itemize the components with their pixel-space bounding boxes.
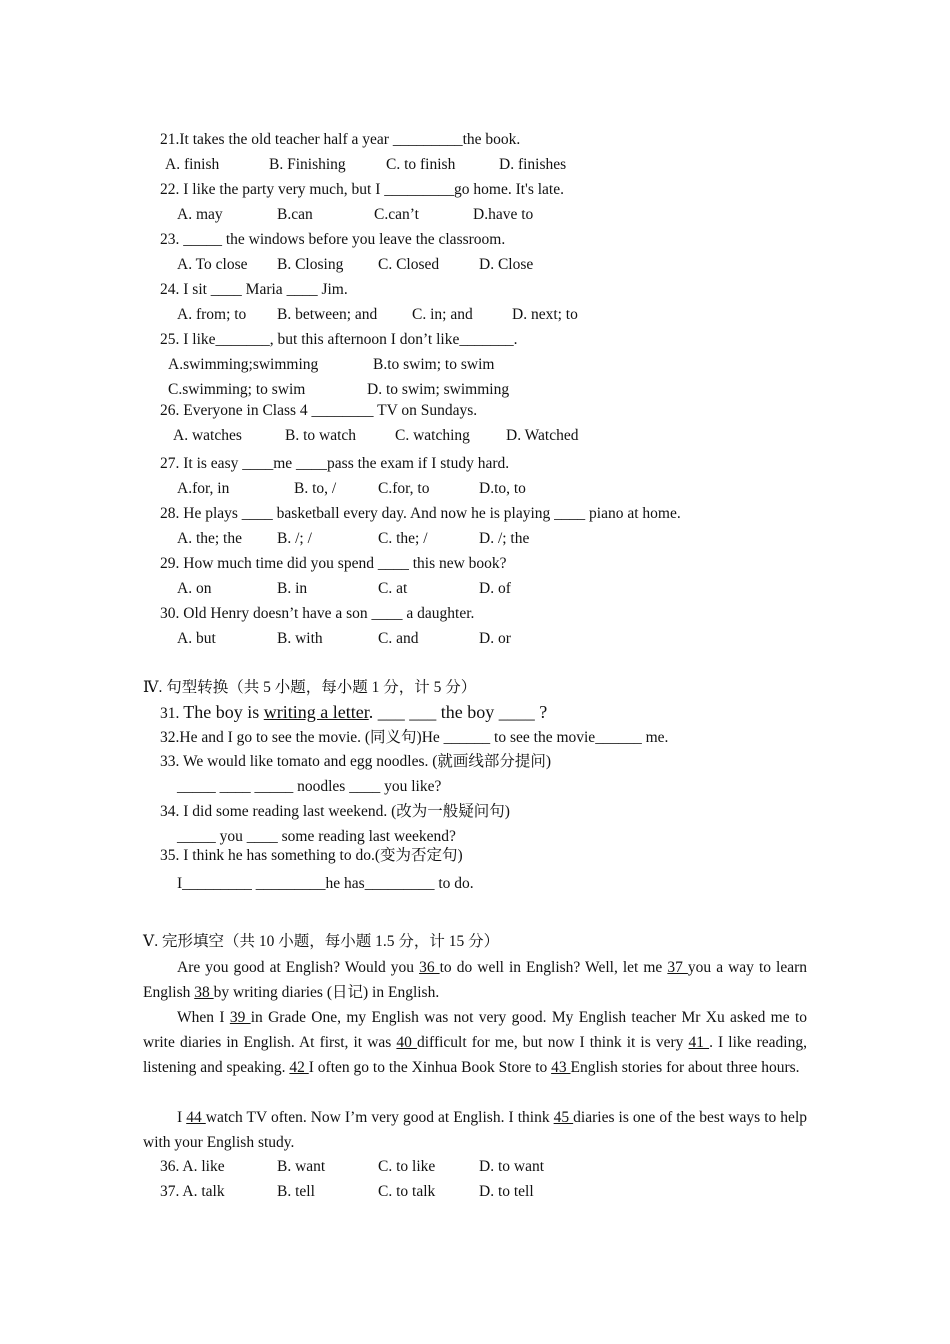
question-34-answer: _____ you ____ some reading last weekend? xyxy=(177,828,456,845)
blank-40: 40 xyxy=(396,1034,417,1051)
question-36: 36. A. like xyxy=(160,1158,225,1175)
option-29b: B. in xyxy=(277,580,308,597)
option-23c: C. Closed xyxy=(378,256,440,273)
option-24c: C. in; and xyxy=(412,306,473,323)
option-29d: D. of xyxy=(479,580,511,597)
option-37d: D. to tell xyxy=(479,1183,534,1200)
question-37: 37. A. talk xyxy=(160,1183,225,1200)
option-25d: D. to swim; swimming xyxy=(367,381,510,398)
question-31-post: . ___ ___ the boy ____ ? xyxy=(368,702,548,722)
option-23a: A. To close xyxy=(177,256,248,273)
option-21a: A. finish xyxy=(165,156,220,173)
option-22d: D.have to xyxy=(473,206,534,223)
option-36d: D. to want xyxy=(479,1158,545,1175)
blank-44: 44 xyxy=(186,1109,206,1126)
blank-39: 39 xyxy=(229,1009,251,1026)
blank-45: 45 xyxy=(553,1109,574,1126)
option-30d: D. or xyxy=(479,630,511,647)
option-21c: C. to finish xyxy=(386,156,456,173)
option-30c: C. and xyxy=(378,630,419,647)
option-26c: C. watching xyxy=(395,427,470,444)
question-26: 26. Everyone in Class 4 ________ TV on Sundays. xyxy=(160,402,478,419)
option-26d: D. Watched xyxy=(506,427,579,444)
question-35-answer: I_________ _________he has_________ to do. xyxy=(177,875,474,892)
section-5-title: Ⅴ. 完形填空（共 10 小题，每小题 1.5 分，计 15 分） xyxy=(143,933,500,950)
question-31-underlined: writing a letter xyxy=(263,702,369,722)
option-28a: A. the; the xyxy=(177,530,242,547)
question-31 xyxy=(160,702,547,724)
option-22b: B.can xyxy=(277,206,313,223)
option-28d: D. /; the xyxy=(479,530,530,547)
option-37b: B. tell xyxy=(277,1183,315,1200)
option-29c: C. at xyxy=(378,580,408,597)
option-27c: C.for, to xyxy=(378,480,430,497)
question-29: 29. How much time did you spend ____ this new book? xyxy=(160,555,507,572)
option-21d: D. finishes xyxy=(499,156,567,173)
option-25a: A.swimming;swimming xyxy=(168,356,319,373)
option-37c: C. to talk xyxy=(378,1183,436,1200)
cloze-paragraph-2: When I 39 in Grade One, my English was not very good. My English teacher Mr Xu asked me to write diaries in English. At first, it was 40 difficult for me, but now I think it is very 41 . I like reading, listening and speaking. 42 I often go to the Xinhua Book Store to 43 English stories for about three hours. xyxy=(143,1009,808,1076)
option-29a: A. on xyxy=(177,580,212,597)
option-25b: B.to swim; to swim xyxy=(373,356,495,373)
question-33: 33. We would like tomato and egg noodles. (就画线部分提问) xyxy=(160,753,552,770)
cloze-paragraph-3: I 44 watch TV often. Now I’m very good at English. I think 45 diaries is one of the best ways to help with your English study. xyxy=(143,1109,807,1151)
question-33-answer: _____ ____ _____ noodles ____ you like? xyxy=(177,778,442,795)
option-27d: D.to, to xyxy=(479,480,526,497)
question-35: 35. I think he has something to do.(变为否定句) xyxy=(160,847,463,864)
question-32: 32.He and I go to see the movie. (同义句)He ______ to see the movie______ me. xyxy=(160,729,669,746)
question-30: 30. Old Henry doesn’t have a son ____ a daughter. xyxy=(160,605,475,622)
question-21: 21.It takes the old teacher half a year _________the book. xyxy=(160,131,521,148)
option-22c: C.can’t xyxy=(374,206,419,223)
option-30a: A. but xyxy=(177,630,216,647)
option-36c: C. to like xyxy=(378,1158,436,1175)
option-28c: C. the; / xyxy=(378,530,428,547)
question-22: 22. I like the party very much, but I _________go home. It's late. xyxy=(160,181,564,198)
blank-43: 43 xyxy=(551,1059,571,1076)
blank-37: 37 xyxy=(667,959,688,976)
section-4-title: Ⅳ. 句型转换（共 5 小题，每小题 1 分，计 5 分） xyxy=(143,679,477,696)
option-24a: A. from; to xyxy=(177,306,247,323)
cloze-paragraph-1: Are you good at English? Would you 36 to do well in English? Well, let me 37 you a way to learn English 38 by writing diaries (日记) in English. xyxy=(143,959,808,1001)
question-27: 27. It is easy ____me ____pass the exam if I study hard. xyxy=(160,455,510,472)
option-27a: A.for, in xyxy=(177,480,230,497)
option-36b: B. want xyxy=(277,1158,326,1175)
option-24b: B. between; and xyxy=(277,306,378,323)
blank-41: 41 xyxy=(688,1034,710,1051)
question-31-pre: The boy is xyxy=(183,702,264,722)
option-22a: A. may xyxy=(177,206,223,223)
blank-36: 36 xyxy=(419,959,440,976)
blank-38: 38 xyxy=(194,984,214,1001)
question-24: 24. I sit ____ Maria ____ Jim. xyxy=(160,281,348,298)
option-26b: B. to watch xyxy=(285,427,357,444)
option-21b: B. Finishing xyxy=(269,156,346,173)
option-23b: B. Closing xyxy=(277,256,344,273)
question-31-number: 31. xyxy=(160,705,184,722)
blank-42: 42 xyxy=(289,1059,309,1076)
option-24d: D. next; to xyxy=(512,306,578,323)
question-28: 28. He plays ____ basketball every day. And now he is playing ____ piano at home. xyxy=(160,505,681,522)
option-25c: C.swimming; to swim xyxy=(168,381,306,398)
option-28b: B. /; / xyxy=(277,530,312,547)
option-23d: D. Close xyxy=(479,256,534,273)
question-25: 25. I like_______, but this afternoon I don’t like_______. xyxy=(160,331,518,348)
option-27b: B. to, / xyxy=(294,480,337,497)
question-34: 34. I did some reading last weekend. (改为一般疑问句) xyxy=(160,803,510,820)
question-23: 23. _____ the windows before you leave the classroom. xyxy=(160,231,506,248)
option-30b: B. with xyxy=(277,630,323,647)
option-26a: A. watches xyxy=(173,427,242,444)
